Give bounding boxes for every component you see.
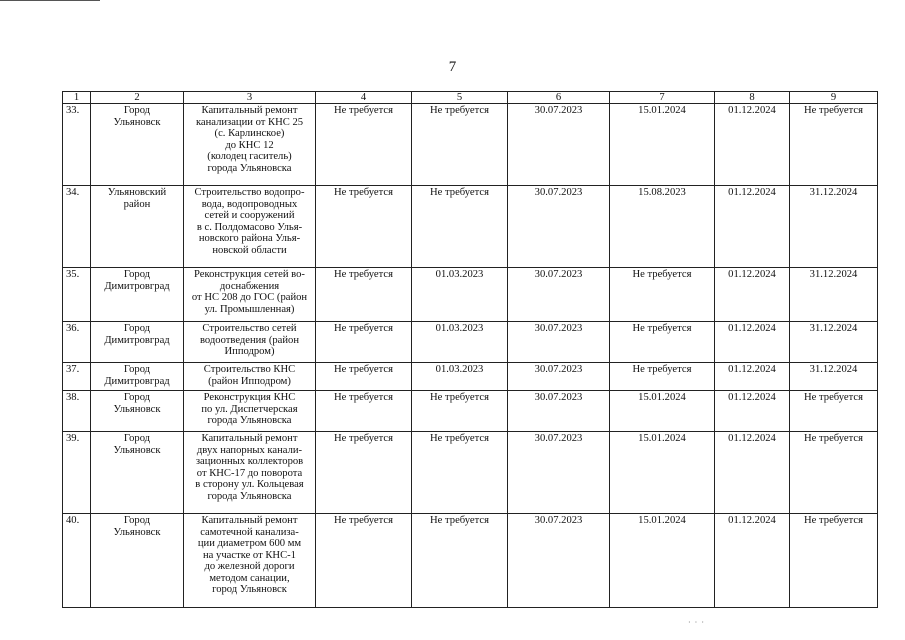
project-name-cell: Строительство сетей водоотведения (район Ипподром): [184, 322, 316, 363]
table-row: [63, 104, 878, 186]
table-row: [63, 514, 878, 608]
table-cell: 30.07.2023: [508, 268, 610, 322]
table-cell: Не требуется: [610, 363, 715, 391]
municipality-cell: Город Димитровград: [91, 322, 184, 363]
table-row: [63, 432, 878, 514]
table-cell: 31.12.2024: [790, 322, 878, 363]
table-cell: 30.07.2023: [508, 514, 610, 608]
table-cell: Не требуется: [316, 432, 412, 514]
table-cell: Не требуется: [412, 186, 508, 268]
row-number: 35.: [63, 268, 91, 322]
project-schedule-table: [62, 91, 878, 608]
row-number: 34.: [63, 186, 91, 268]
table-cell: 01.12.2024: [715, 363, 790, 391]
table-cell: 01.03.2023: [412, 322, 508, 363]
table-cell: Не требуется: [790, 391, 878, 432]
table-cell: 30.07.2023: [508, 104, 610, 186]
table-cell: Не требуется: [316, 268, 412, 322]
row-number: 40.: [63, 514, 91, 608]
table-row: [63, 363, 878, 391]
row-number: 37.: [63, 363, 91, 391]
table-cell: Не требуется: [610, 322, 715, 363]
table-cell: Не требуется: [790, 432, 878, 514]
column-number-4: 4: [316, 92, 412, 104]
column-number-7: 7: [610, 92, 715, 104]
table-cell: 01.03.2023: [412, 363, 508, 391]
column-number-2: 2: [91, 92, 184, 104]
row-number: 36.: [63, 322, 91, 363]
scan-edge-line: [0, 0, 100, 1]
municipality-cell: Город Ульяновск: [91, 391, 184, 432]
column-number-9: 9: [790, 92, 878, 104]
column-number-row: [63, 92, 878, 104]
table-cell: Не требуется: [412, 514, 508, 608]
page-number: 7: [448, 59, 457, 75]
column-number-3: 3: [184, 92, 316, 104]
table-cell: 30.07.2023: [508, 432, 610, 514]
table-cell: 01.12.2024: [715, 268, 790, 322]
project-name-cell: Строительство КНС (район Ипподром): [184, 363, 316, 391]
column-number-8: 8: [715, 92, 790, 104]
table-cell: Не требуется: [316, 391, 412, 432]
table-row: [63, 186, 878, 268]
municipality-cell: Ульяновский район: [91, 186, 184, 268]
table-cell: Не требуется: [412, 104, 508, 186]
project-name-cell: Капитальный ремонт канализации от КНС 25 (с. Карлинское) до КНС 12 (колодец гаситель) города Ульяновска: [184, 104, 316, 186]
table-cell: 31.12.2024: [790, 268, 878, 322]
table-cell: Не требуется: [412, 391, 508, 432]
project-name-cell: Капитальный ремонт двух напорных канали- зационных коллекторов от КНС-17 до поворота в сторону ул. Кольцевая города Ульяновска: [184, 432, 316, 514]
row-number: 33.: [63, 104, 91, 186]
table-cell: 01.12.2024: [715, 322, 790, 363]
table-row: [63, 322, 878, 363]
municipality-cell: Город Ульяновск: [91, 514, 184, 608]
table-cell: 30.07.2023: [508, 186, 610, 268]
table-cell: 01.12.2024: [715, 514, 790, 608]
table-cell: Не требуется: [316, 363, 412, 391]
table-cell: Не требуется: [316, 186, 412, 268]
municipality-cell: Город Ульяновск: [91, 104, 184, 186]
table-cell: 30.07.2023: [508, 391, 610, 432]
table-cell: 01.12.2024: [715, 186, 790, 268]
table-cell: 15.01.2024: [610, 391, 715, 432]
table-cell: 15.01.2024: [610, 432, 715, 514]
table-cell: 31.12.2024: [790, 363, 878, 391]
row-number: 38.: [63, 391, 91, 432]
table-cell: Не требуется: [790, 514, 878, 608]
table-cell: Не требуется: [316, 322, 412, 363]
scan-artifact: · · ·: [688, 618, 705, 627]
table-cell: Не требуется: [316, 104, 412, 186]
municipality-cell: Город Димитровград: [91, 363, 184, 391]
table-cell: Не требуется: [412, 432, 508, 514]
table-row: [63, 268, 878, 322]
column-number-1: 1: [63, 92, 91, 104]
table-cell: 15.01.2024: [610, 104, 715, 186]
project-name-cell: Строительство водопро- вода, водопроводных сетей и сооружений в с. Полдомасово Улья- новского района Улья- новской области: [184, 186, 316, 268]
table-cell: 30.07.2023: [508, 363, 610, 391]
row-number: 39.: [63, 432, 91, 514]
table-cell: Не требуется: [316, 514, 412, 608]
project-name-cell: Реконструкция сетей во- доснабжения от НС 208 до ГОС (район ул. Промышленная): [184, 268, 316, 322]
column-number-5: 5: [412, 92, 508, 104]
table-cell: 01.12.2024: [715, 104, 790, 186]
project-name-cell: Реконструкция КНС по ул. Диспетчерская города Ульяновска: [184, 391, 316, 432]
municipality-cell: Город Димитровград: [91, 268, 184, 322]
table-cell: Не требуется: [610, 268, 715, 322]
table-row: [63, 391, 878, 432]
municipality-cell: Город Ульяновск: [91, 432, 184, 514]
table-cell: 15.08.2023: [610, 186, 715, 268]
table-cell: 30.07.2023: [508, 322, 610, 363]
column-number-6: 6: [508, 92, 610, 104]
table-cell: 01.12.2024: [715, 432, 790, 514]
project-name-cell: Капитальный ремонт самотечной канализа- ции диаметром 600 мм на участке от КНС-1 до железной дороги методом санации, город Ульяновск: [184, 514, 316, 608]
table-cell: 15.01.2024: [610, 514, 715, 608]
table-cell: 01.12.2024: [715, 391, 790, 432]
table-cell: Не требуется: [790, 104, 878, 186]
table-cell: 01.03.2023: [412, 268, 508, 322]
table-cell: 31.12.2024: [790, 186, 878, 268]
